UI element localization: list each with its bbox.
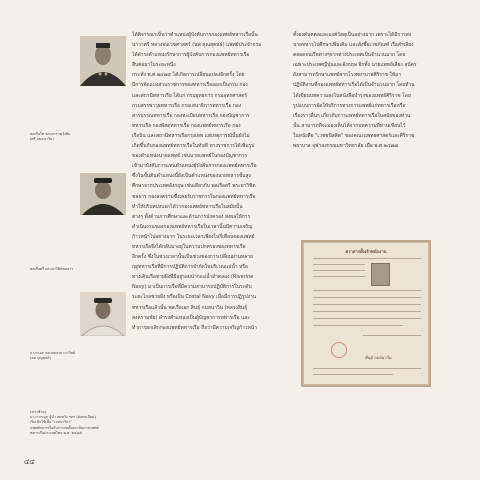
text-line: ได้พิจารณาเห็นว่าตำแหน่งผู้บังคับการกองแพทย์ทหารเรือนั้น — [132, 32, 258, 38]
text-line: เกิดขึ้นกับกองแพทย์ทหารเรือในทันที ทางราชการได้เพิ่มรูป — [132, 143, 255, 150]
main-text-column-right — [293, 30, 451, 155]
certificate-title: ตราสารตั้งเจ้าพนักงาน — [345, 249, 387, 254]
certificate-text-line — [313, 368, 421, 369]
certificate-document — [301, 240, 431, 387]
text-line: สงครามชัย) ดำรงตำแหน่งเป็นผู้บัญชาการทหารเรือ และ — [132, 314, 250, 321]
certificate-photo — [371, 263, 390, 286]
text-line: ทำการยกเลิกกองแพทย์ทหารเรือ ถือว่ามีความเจริญก้าวหน้า — [132, 324, 257, 331]
portrait-1-image — [80, 36, 126, 86]
certificate-text-line — [313, 276, 365, 277]
text-line: ได้ดำรงตำแหน่งรักษาการผู้บังคับการกองแพทย์ทหารเรือ — [132, 52, 250, 59]
portrait-photo-3 — [80, 292, 126, 336]
text-line: สารบรรณทหารเรือ กองทะเบียนทหารเรือ กองบัญชาการ — [132, 112, 250, 119]
certificate-text-line — [313, 258, 421, 259]
certificate-text-line — [313, 311, 421, 312]
caption-2 — [30, 267, 122, 272]
certificate-text-line — [313, 325, 403, 326]
text-line: ทหารเรือ กองพัสดุทหารเรือ กองแพทย์ทหารเรือ กอง — [132, 122, 241, 129]
certificate-text-line — [313, 318, 421, 319]
text-line: ระยะไกลชายฝั่ง หรือเป็น Costal Navy เมื่อมีการปฏิรูปงาน — [132, 294, 257, 301]
caption-4-line-3: เริ่มเบิกใช้เพื่อ "เวชนาวิกา" — [30, 420, 72, 425]
caption-2-line-1: พลเรือตรี พระยาวิชิตชลธาร — [30, 267, 74, 271]
caption-1-line-2: (ศรี กมลนาวิน) — [30, 137, 54, 142]
certificate-text-line — [313, 374, 393, 375]
portrait-3-image — [80, 292, 126, 336]
text-line: เรื่องราวอื่นๆ เกี่ยวกับการแพทย์ทหารเรือในสมัยของท่าน — [293, 112, 411, 119]
text-line: ตลอดจนเรือต่างๆจากต่างประเทศเป็นจำนวนมาก โดย — [293, 52, 406, 59]
text-line: นั้น สามารถที่จะมองเห็นได้จากบทความที่ท่านเขียนไว้ — [293, 122, 406, 129]
page-number: ๔๔ — [24, 458, 35, 466]
portrait-2-image — [80, 173, 126, 215]
certificate-text-line — [313, 297, 421, 298]
text-line: กระทั่ง พ.ศ.๒๔๗๕ ได้เกิดการเปลี่ยนแปลงอีกครั้ง โดย — [132, 72, 245, 79]
text-line: ทหารเรือแล้วนั้น พลเรือเอก สินธุ์ กมลนาวิน (หลวงสินธุ์ — [132, 304, 248, 311]
text-line: ฤดูทหารเรือที่มีการปฏิบัติการจำกัดในบริเวณแม่น้ำ หรือ — [132, 264, 248, 271]
certificate-text-line — [363, 335, 421, 336]
text-line: ทหารเรือจึงได้กลับมาอยู่ในความปกครองของทหารเรือ — [132, 243, 246, 250]
certificate-seal-icon — [331, 342, 347, 358]
certificate-text-line — [313, 304, 421, 305]
certificate-text-line — [313, 264, 365, 265]
text-line: ทางเดินเรือชายฝั่งที่มีอยู่รอบปากแม่น้ำลำคลอง (Riverine — [132, 274, 254, 281]
text-line: ศึกษาจากประเทศอังกฤษ เช่นเดียวกับ พลเรือตรี พระยาวิชิต — [132, 183, 256, 190]
caption-4-line-5: ทหารเรือประเทศไทย พ.ศ. ๒๔๗๕ — [30, 430, 83, 435]
caption-4-line-2: นาวาวาเอก ผู้นำ สมหวัง ฯลฯ (ต่อทะเบียน) — [30, 415, 96, 420]
portrait-photo-2 — [80, 173, 126, 215]
text-line: ซึ่งในขั้นต้นตำแหน่งนี้ยังเป็นตำแหน่งของนายทหารชั้นสูง — [132, 173, 251, 180]
caption-4-line-4: แพทย์ทหารเรือกับการก่อตั้งสถาบันการแพทย์ — [30, 425, 99, 430]
text-line: อีกครั้ง ซึ่งในช่วงเวลานั้นเป็นช่วงของการเปลี่ยนผ่านหลาย — [132, 254, 253, 261]
portrait-photo-1 — [80, 36, 126, 86]
certificate-signature: สินธุ์ กมลนาวิน — [365, 355, 392, 360]
caption-3-line-1: นาวาเอก หลวงขจรนาวาวิทย์ — [30, 351, 76, 355]
text-line: รูปแบบการจัดให้บริการทางการแพทย์แก่ทหารเรือหรือ — [293, 102, 406, 109]
text-line: เฉพาะประเทศญี่ปุ่นและอังกฤษ อีกทั้ง นายแพทย์เลี่ยง สุนัตร — [293, 62, 417, 69]
text-line: ทำให้บริบทบ่งบอกได้ว่ากองแพทย์ทหารเรือในสมัยนั้น — [132, 203, 243, 210]
certificate-text-line — [313, 290, 421, 291]
text-line: นายทหารไปศึกษาเพิ่มเติม และสั่งซื้อเวชภัณฑ์ เรือสำเลียง — [293, 42, 414, 49]
text-line: สืบต่อมาในระยะหนึ่ง — [132, 62, 176, 69]
text-line: นาวาตรี หลวงจบเวชศาสตร์ (นพ คุณสุคนธ์) แพทย์ประจำกรม — [132, 42, 262, 49]
text-line: ปฏิบัติงานที่กองแพทย์ทหารเรือได้เป็นจำนวนมาก โดยทำน — [293, 82, 415, 89]
caption-3-line-2: (สม บุญคุปต์) — [30, 356, 51, 361]
text-line: เข้ามาบังคับการแทนตำแหน่งผู้บังคับการกองแพทย์ทหารเรือ — [132, 163, 257, 170]
text-line: ได้เขียนบทความลงในหนังสือบำรุงของแพทย์ศิริราช โดย — [293, 92, 411, 99]
text-line: Navy) มาเป็นการเรือที่มีความสามารถปฏิบัติการในระดับ — [132, 284, 252, 291]
caption-3 — [30, 351, 122, 361]
caption-1-line-1: พลเรือโท พระยาราชวังสัน — [30, 132, 71, 136]
caption-1 — [30, 132, 122, 142]
text-line: และสถานีทหารเรือ ได้แก่ กรมยุทธการ กรมอุทกศาสตร์ — [132, 92, 248, 99]
text-line: ยังสามารถรักษาแพทย์จากโรงพยาบาลศิริราช ให้มา — [293, 72, 402, 79]
text-line: กรมสรรพาวุธทหารเรือ กรมเสนาธิการทหารเรือ กอง — [132, 102, 242, 109]
caption-4 — [30, 410, 122, 436]
caption-4-line-1: (ขวาซ้าย) — [30, 410, 46, 414]
text-line: ทั้งองค์บุคคลและองค์วัสดุเป็นอย่างมาก เพราะได้มีการส่ง — [293, 32, 412, 38]
certificate-text-line — [313, 270, 365, 271]
text-line: ชลธาร กองสงครามซึ่งเคยรับราชการในกองแพทย์ทหารเรือ — [132, 193, 256, 200]
text-line: ต่างๆ ทั้งด้านการศึกษาและด้านการปกครอง ส่งผลให้การ — [132, 213, 251, 220]
text-line: ในหนังสือ "เวชชนิสสิต" ของคณะแพทยศาสตร์และศิริราช — [293, 132, 415, 139]
text-line: มีการจัดแบ่งส่วนราชการของทหารเรือออกเป็นกรม กอง — [132, 82, 248, 89]
main-text-column-left — [132, 30, 285, 450]
text-line: ดำเนินงานของกองแพทย์ทหารเรือในเวลานั้นมีความเจริญ — [132, 223, 253, 230]
text-line: ก้าวหน้าไปอย่างมาก ในระยะเวลาเพียงไม่กี่เดือนของแพทย์ — [132, 233, 255, 240]
text-line: ของตำแหน่งนายแพทย์ เช่นนายแพทย์ในกองบัญชาการ — [132, 153, 248, 160]
text-line: เรือบิน และสถานีทหารเรือกรุงเทพ แต่เหตุการณ์นั้นยังไม่ — [132, 132, 250, 139]
text-line: พยาบาล จุฬาลงกรณมหาวิทยาลัย เมื่อ พ.ศ.๒๔๗๗ — [293, 143, 399, 150]
